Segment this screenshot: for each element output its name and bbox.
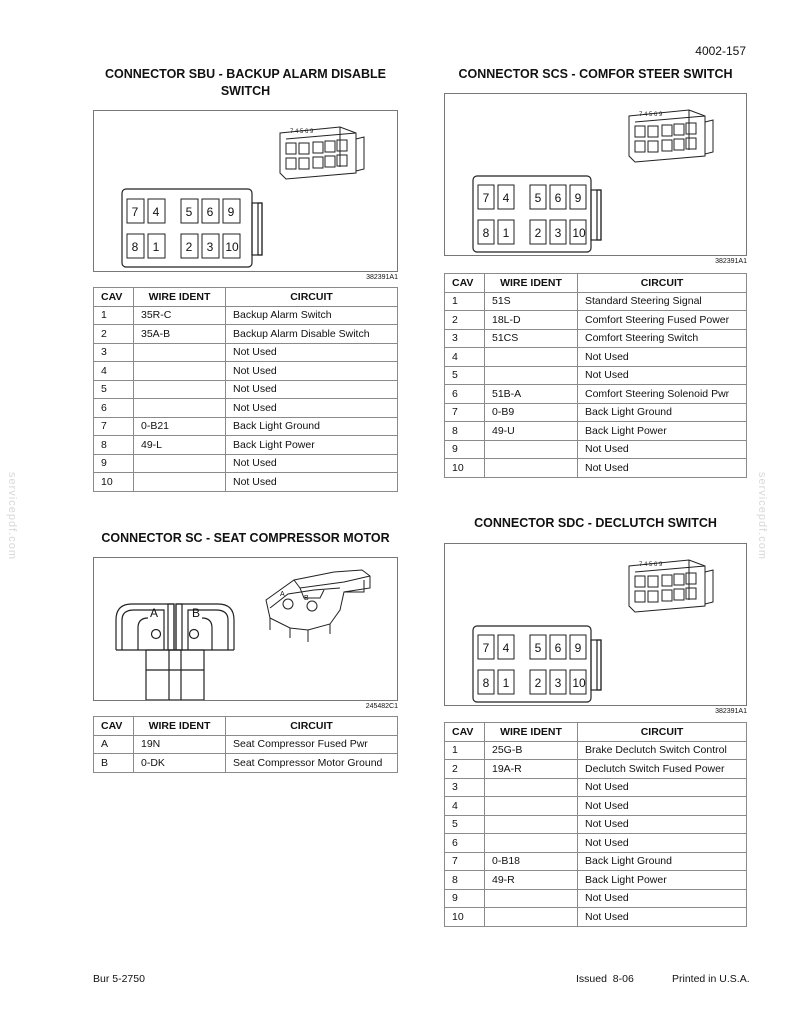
pin-b-label: B	[191, 606, 201, 620]
table-row	[94, 417, 398, 436]
pin-6: 6	[206, 205, 214, 219]
wire-ident-cell: 49-R	[485, 871, 578, 890]
watermark-left: servicepdf.com	[5, 472, 18, 560]
wire-ident-cell: 35R-C	[134, 306, 226, 325]
col-wire-ident: WIRE IDENT	[134, 288, 226, 307]
sc-title: CONNECTOR SC - SEAT COMPRESSOR MOTOR	[101, 531, 390, 545]
table-row	[445, 403, 747, 422]
wire-ident-cell: 49-L	[134, 436, 226, 455]
table-header-row	[445, 274, 747, 293]
table-row	[445, 778, 747, 797]
cav-cell: A	[94, 735, 134, 754]
cav-cell: 10	[94, 473, 134, 492]
col-wire-ident: WIRE IDENT	[134, 717, 226, 736]
wire-ident-cell: 0-B18	[485, 852, 578, 871]
circuit-cell: Not Used	[578, 778, 747, 797]
sdc-figure-id: 382391A1	[715, 708, 747, 715]
pin-8: 8	[482, 226, 490, 240]
pin-6: 6	[554, 641, 562, 655]
connector-face	[473, 626, 601, 702]
table-row	[94, 399, 398, 418]
col-circuit: CIRCUIT	[226, 717, 398, 736]
cav-cell: 5	[445, 815, 485, 834]
cav-cell: 2	[445, 760, 485, 779]
circuit-cell: Not Used	[578, 348, 747, 367]
pin-8: 8	[482, 676, 490, 690]
table-header-row	[94, 288, 398, 307]
wire-ident-cell	[134, 343, 226, 362]
circuit-cell: Not Used	[578, 815, 747, 834]
cav-cell: 9	[94, 454, 134, 473]
table-row	[445, 311, 747, 330]
circuit-cell: Not Used	[226, 380, 398, 399]
pin-10: 10	[572, 676, 586, 690]
wire-ident-cell	[485, 366, 578, 385]
connector-face	[122, 189, 262, 267]
wire-ident-cell: 51CS	[485, 329, 578, 348]
wire-ident-cell	[485, 778, 578, 797]
page-number: 4002-157	[695, 44, 746, 58]
cav-cell: 10	[445, 908, 485, 927]
table-row	[445, 348, 747, 367]
circuit-cell: Back Light Power	[578, 871, 747, 890]
wire-ident-cell	[485, 459, 578, 478]
wire-ident-cell: 25G-B	[485, 741, 578, 760]
wire-ident-cell	[485, 834, 578, 853]
pin-4: 4	[152, 205, 160, 219]
col-cav: CAV	[94, 717, 134, 736]
sbu-connector-figure	[93, 110, 398, 272]
pin-4: 4	[502, 191, 510, 205]
pin-1: 1	[152, 240, 160, 254]
cav-cell: 5	[445, 366, 485, 385]
cav-cell: 7	[94, 417, 134, 436]
pin-5: 5	[185, 205, 193, 219]
table-row	[445, 366, 747, 385]
pin-9: 9	[574, 191, 582, 205]
circuit-cell: Standard Steering Signal	[578, 292, 747, 311]
connector-3d-icon	[266, 570, 370, 642]
sbu-table	[93, 287, 398, 492]
cav-cell: 7	[445, 403, 485, 422]
col-circuit: CIRCUIT	[578, 274, 747, 293]
wire-ident-cell	[485, 797, 578, 816]
sbu-connector-drawing	[94, 111, 397, 271]
wire-ident-cell: 51S	[485, 292, 578, 311]
pin-9: 9	[227, 205, 235, 219]
cav-cell: 5	[94, 380, 134, 399]
wire-ident-cell	[485, 815, 578, 834]
circuit-cell: Backup Alarm Switch	[226, 306, 398, 325]
wire-ident-cell	[485, 908, 578, 927]
pin-4: 4	[502, 641, 510, 655]
circuit-cell: Back Light Ground	[578, 852, 747, 871]
pin-7: 7	[482, 191, 490, 205]
wire-ident-cell: 18L-D	[485, 311, 578, 330]
table-header-row	[445, 723, 747, 742]
watermark-right: servicepdf.com	[755, 472, 768, 560]
sdc-connector-drawing	[445, 544, 746, 705]
circuit-cell: Backup Alarm Disable Switch	[226, 325, 398, 344]
cav-cell: 9	[445, 889, 485, 908]
wire-ident-cell: 0-B9	[485, 403, 578, 422]
table-header-row	[94, 717, 398, 736]
wire-ident-cell	[134, 362, 226, 381]
circuit-cell: Comfort Steering Fused Power	[578, 311, 747, 330]
table-row	[94, 306, 398, 325]
table-row	[445, 459, 747, 478]
pin-5: 5	[534, 191, 542, 205]
cav-cell: 1	[445, 741, 485, 760]
cav-cell: 4	[94, 362, 134, 381]
wire-ident-cell	[485, 348, 578, 367]
col-circuit: CIRCUIT	[578, 723, 747, 742]
cav-cell: 3	[445, 778, 485, 797]
pin-2: 2	[534, 676, 542, 690]
table-row	[445, 797, 747, 816]
col-cav: CAV	[445, 274, 485, 293]
footer-printed: Printed in U.S.A.	[672, 973, 750, 985]
small-pin-b-label: B	[304, 595, 309, 602]
cav-cell: B	[94, 754, 134, 773]
sbu-figure-id: 382391A1	[366, 274, 398, 281]
table-row	[445, 852, 747, 871]
sdc-table	[444, 722, 747, 927]
cav-cell: 6	[445, 834, 485, 853]
footer-doc-number: Bur 5-2750	[93, 973, 145, 985]
pin-10: 10	[572, 226, 586, 240]
connector-face	[473, 176, 601, 252]
sdc-title: CONNECTOR SDC - DECLUTCH SWITCH	[474, 516, 717, 530]
table-row	[445, 871, 747, 890]
small-pin-a-label: A	[280, 591, 285, 598]
pin-1: 1	[502, 676, 510, 690]
table-row	[445, 815, 747, 834]
table-row	[445, 385, 747, 404]
cav-cell: 7	[445, 852, 485, 871]
cav-cell: 6	[94, 399, 134, 418]
scs-title: CONNECTOR SCS - COMFOR STEER SWITCH	[458, 67, 733, 81]
pin-a-label: A	[149, 606, 159, 620]
table-row	[94, 325, 398, 344]
wire-ident-cell: 0-B21	[134, 417, 226, 436]
circuit-cell: Brake Declutch Switch Control	[578, 741, 747, 760]
circuit-cell: Back Light Ground	[578, 403, 747, 422]
sc-connector-drawing	[94, 558, 397, 700]
table-row	[94, 473, 398, 492]
sbu-title-line2: SWITCH	[220, 84, 271, 98]
pin-2: 2	[185, 240, 193, 254]
circuit-cell: Not Used	[578, 834, 747, 853]
pin-9: 9	[574, 641, 582, 655]
table-row	[445, 329, 747, 348]
table-row	[94, 343, 398, 362]
table-row	[445, 889, 747, 908]
circuit-cell: Not Used	[226, 473, 398, 492]
pin-7: 7	[482, 641, 490, 655]
table-row	[94, 362, 398, 381]
cav-cell: 6	[445, 385, 485, 404]
cav-cell: 3	[445, 329, 485, 348]
table-row	[94, 380, 398, 399]
circuit-cell: Not Used	[578, 889, 747, 908]
table-row	[445, 440, 747, 459]
sbu-title-line1: CONNECTOR SBU - BACKUP ALARM DISABLE	[104, 67, 387, 81]
sc-table	[93, 716, 398, 773]
scs-figure-id: 382391A1	[715, 258, 747, 265]
circuit-cell: Not Used	[578, 797, 747, 816]
pin-10: 10	[225, 240, 239, 254]
wire-ident-cell	[485, 889, 578, 908]
table-row	[445, 834, 747, 853]
cav-cell: 10	[445, 459, 485, 478]
scs-connector-figure	[444, 93, 747, 256]
circuit-cell: Not Used	[578, 459, 747, 478]
pin-1: 1	[502, 226, 510, 240]
cav-cell: 3	[94, 343, 134, 362]
table-row	[445, 292, 747, 311]
circuit-cell: Back Light Power	[578, 422, 747, 441]
wire-ident-cell: 35A-B	[134, 325, 226, 344]
table-row	[94, 735, 398, 754]
scs-table	[444, 273, 747, 478]
wire-ident-cell	[134, 399, 226, 418]
wire-ident-cell	[485, 440, 578, 459]
circuit-cell: Not Used	[578, 440, 747, 459]
col-cav: CAV	[94, 288, 134, 307]
small-pin-labels: 7 4 5 6 9	[639, 112, 663, 118]
wire-ident-cell: 49-U	[485, 422, 578, 441]
col-wire-ident: WIRE IDENT	[485, 274, 578, 293]
wire-ident-cell: 0-DK	[134, 754, 226, 773]
pin-5: 5	[534, 641, 542, 655]
cav-cell: 4	[445, 797, 485, 816]
wire-ident-cell	[134, 380, 226, 399]
circuit-cell: Not Used	[226, 399, 398, 418]
table-row	[445, 760, 747, 779]
col-wire-ident: WIRE IDENT	[485, 723, 578, 742]
cav-cell: 2	[445, 311, 485, 330]
wire-ident-cell	[134, 473, 226, 492]
sc-figure-id: 245482C1	[365, 703, 398, 710]
wire-ident-cell	[134, 454, 226, 473]
cav-cell: 8	[445, 871, 485, 890]
sc-connector-figure	[93, 557, 398, 701]
circuit-cell: Declutch Switch Fused Power	[578, 760, 747, 779]
table-row	[94, 436, 398, 455]
col-cav: CAV	[445, 723, 485, 742]
table-row	[445, 908, 747, 927]
circuit-cell: Seat Compressor Motor Ground	[226, 754, 398, 773]
circuit-cell: Back Light Ground	[226, 417, 398, 436]
wire-ident-cell: 19A-R	[485, 760, 578, 779]
small-pin-labels: 7 4 5 6 9	[290, 129, 314, 135]
circuit-cell: Not Used	[226, 362, 398, 381]
table-row	[94, 454, 398, 473]
table-row	[445, 741, 747, 760]
cav-cell: 8	[94, 436, 134, 455]
pin-2: 2	[534, 226, 542, 240]
pin-7: 7	[131, 205, 139, 219]
pin-6: 6	[554, 191, 562, 205]
cav-cell: 9	[445, 440, 485, 459]
circuit-cell: Seat Compressor Fused Pwr	[226, 735, 398, 754]
table-row	[445, 422, 747, 441]
circuit-cell: Not Used	[578, 366, 747, 385]
col-circuit: CIRCUIT	[226, 288, 398, 307]
cav-cell: 1	[445, 292, 485, 311]
sdc-connector-figure	[444, 543, 747, 706]
circuit-cell: Not Used	[226, 343, 398, 362]
cav-cell: 2	[94, 325, 134, 344]
connector-face	[116, 604, 234, 700]
sbu-title	[93, 66, 398, 100]
footer-issued: Issued 8-06	[576, 973, 634, 985]
pin-3: 3	[206, 240, 214, 254]
wire-ident-cell: 19N	[134, 735, 226, 754]
cav-cell: 1	[94, 306, 134, 325]
small-pin-labels: 7 4 5 6 9	[639, 562, 663, 568]
pin-8: 8	[131, 240, 139, 254]
circuit-cell: Comfort Steering Switch	[578, 329, 747, 348]
scs-connector-drawing	[445, 94, 746, 255]
circuit-cell: Not Used	[578, 908, 747, 927]
cav-cell: 4	[445, 348, 485, 367]
wire-ident-cell: 51B-A	[485, 385, 578, 404]
circuit-cell: Back Light Power	[226, 436, 398, 455]
circuit-cell: Comfort Steering Solenoid Pwr	[578, 385, 747, 404]
circuit-cell: Not Used	[226, 454, 398, 473]
cav-cell: 8	[445, 422, 485, 441]
table-row	[94, 754, 398, 773]
pin-3: 3	[554, 226, 562, 240]
pin-3: 3	[554, 676, 562, 690]
